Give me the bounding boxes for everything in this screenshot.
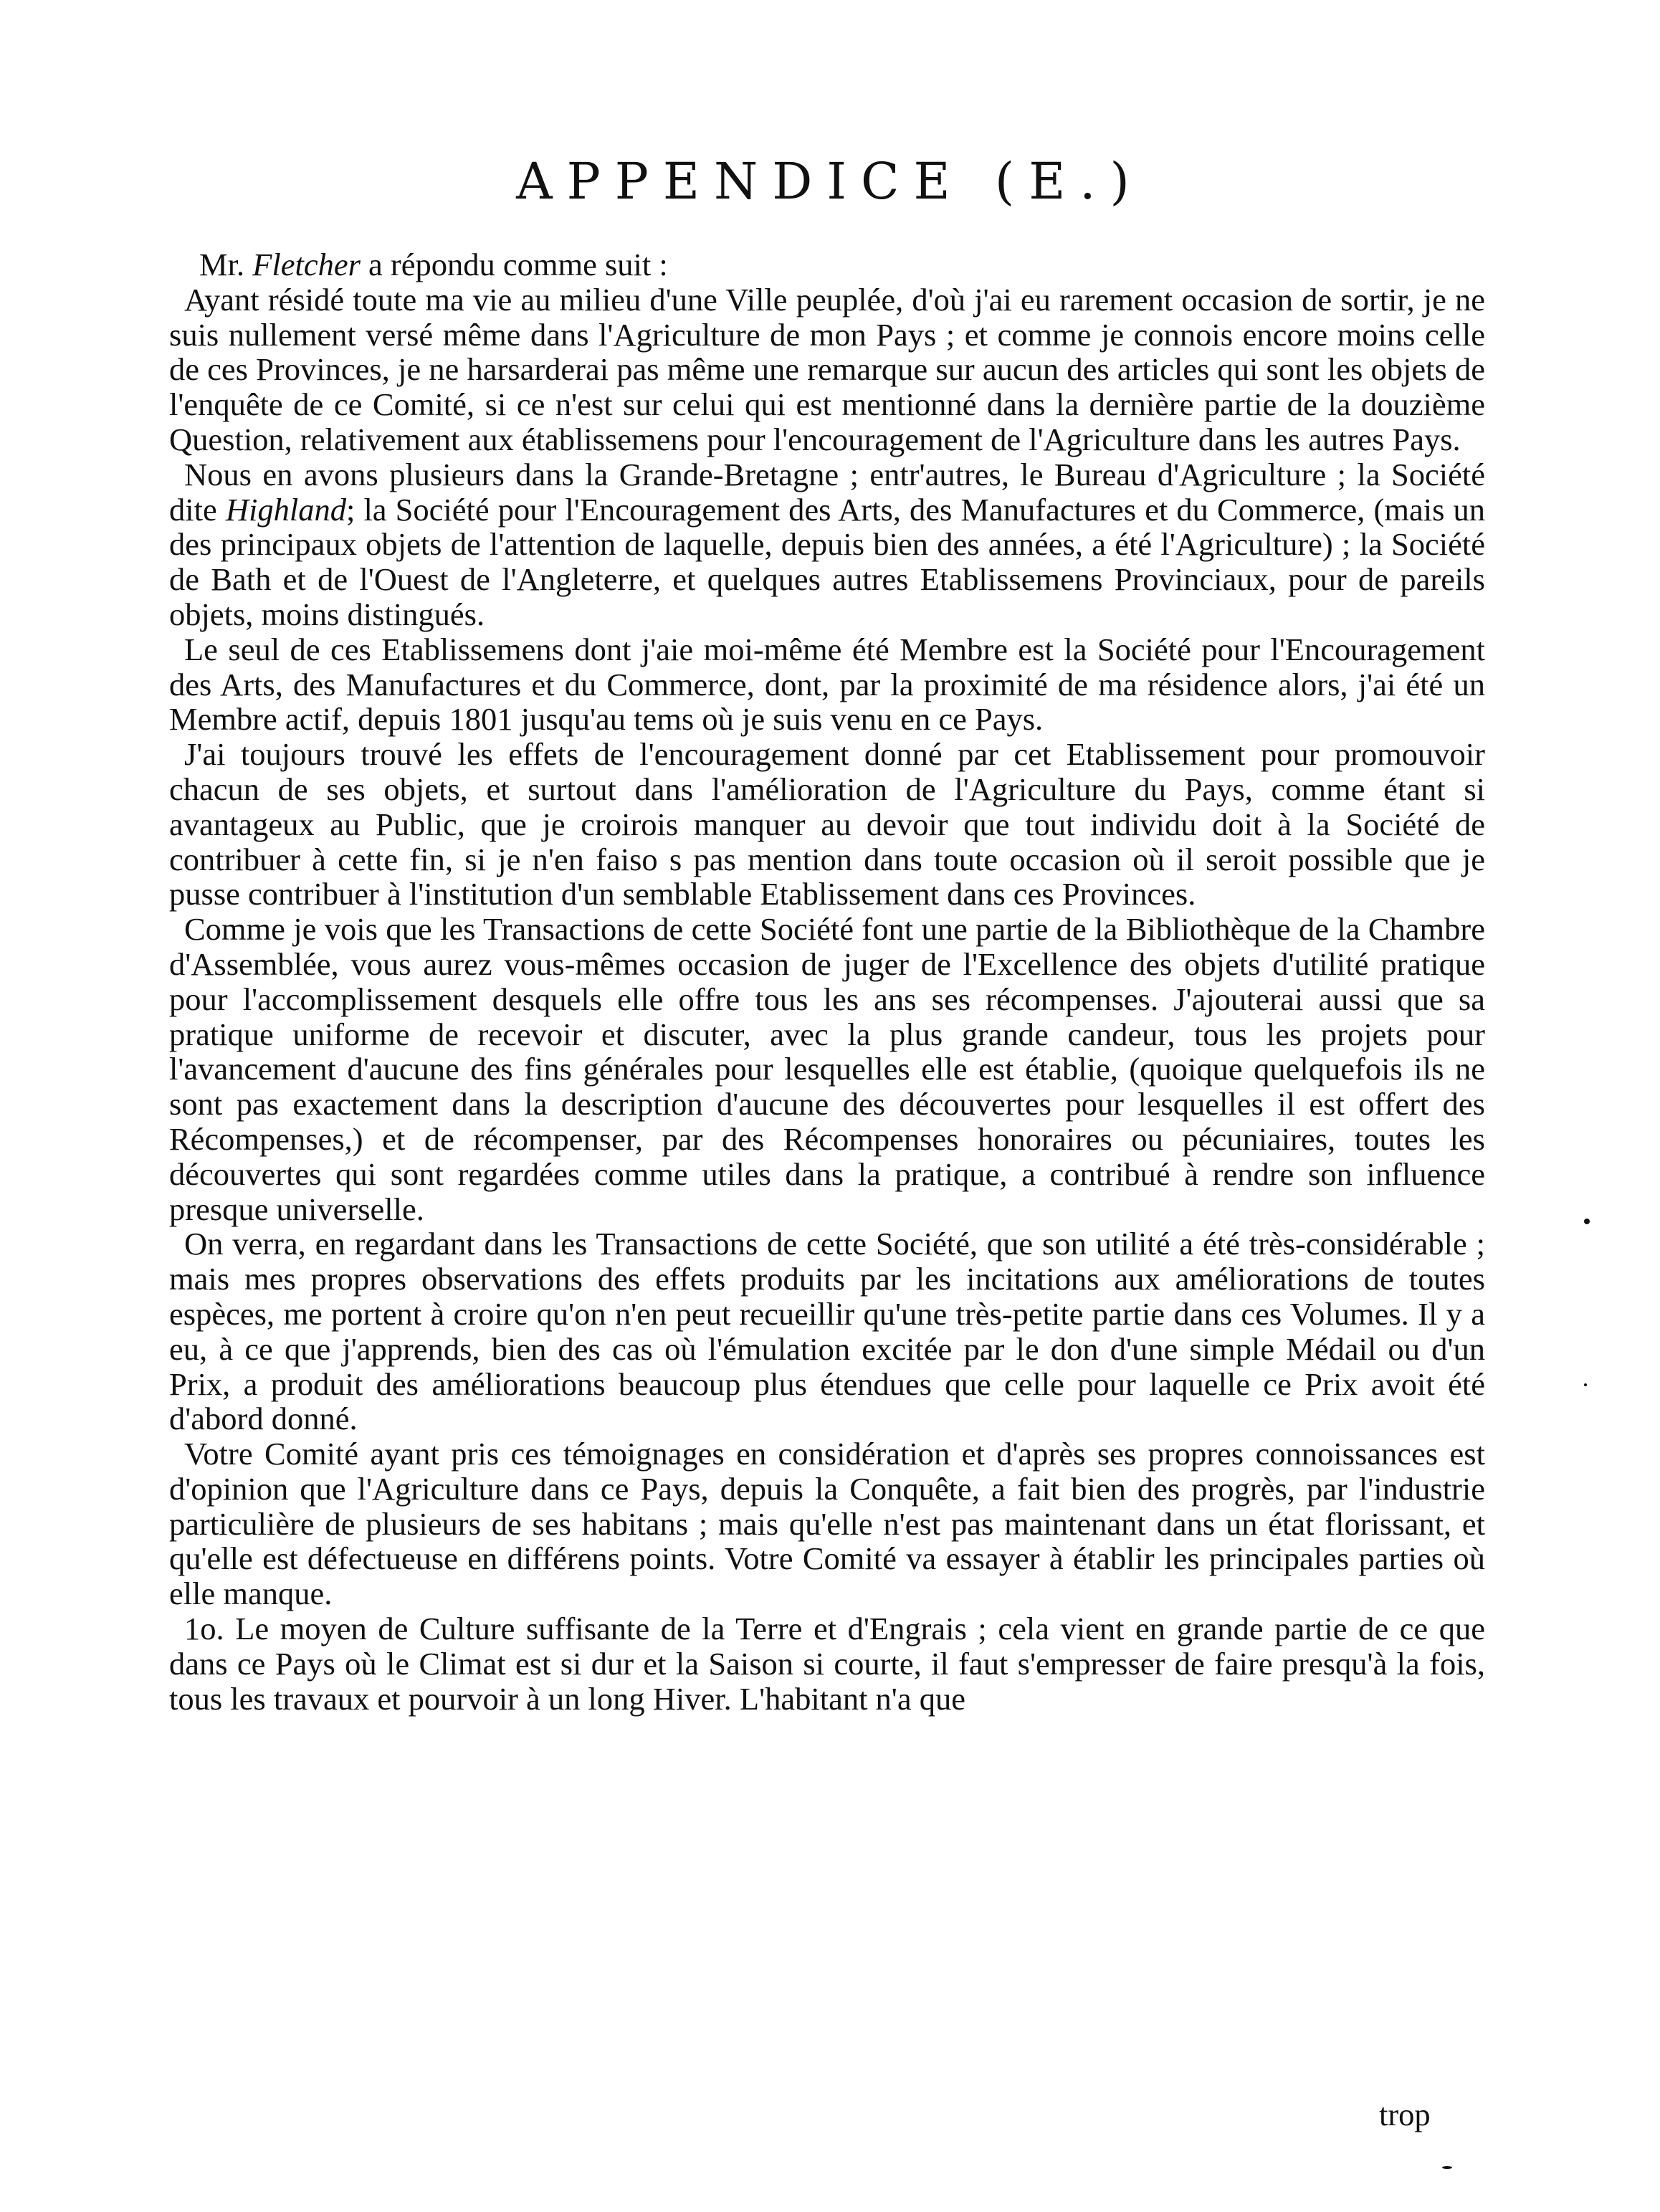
italic-term: Highland — [225, 491, 346, 528]
opening-rest: a répondu comme suit : — [360, 247, 668, 282]
opening-line — [169, 247, 1485, 282]
paragraph-7 — [169, 1436, 1485, 1611]
page-title: APPENDICE (E.) — [516, 152, 1144, 211]
author-name: Fletcher — [252, 247, 361, 282]
paragraph-3 — [169, 632, 1485, 737]
salutation: Mr. — [199, 247, 245, 282]
paragraph-text: Votre Comité ayant pris ces témoignages en considération et d'après ses propres connoissances est d'opinion que l'Agriculture dans ce Pays, depuis la Conquête, a fait bien des progrès, par l'industrie particulière de plusieurs de ses habitans ; mais qu'elle n'est pas maintenant dans un état florissant, et qu'elle est défectueuse en différens points. Votre Comité va essayer à établir les principales parties où elle manque. — [169, 1436, 1485, 1612]
paragraph-4 — [169, 737, 1485, 912]
paragraph-text: ; la Société pour l'Encouragement des Arts, des Manufactures et du Commerce, (mais un des principaux objets de l'attention de laquelle, depuis bien des années, a été l'Agriculture) ; la Société de Bath et de l'Ouest de l'Angleterre, et quelques autres Etablissemens Provinciaux, pour de pareils objets, moins distingués. — [169, 491, 1485, 632]
paragraph-2 — [169, 457, 1485, 632]
ink-speck — [1584, 1383, 1587, 1386]
paragraph-text: Le seul de ces Etablissemens dont j'aie moi-même été Membre est la Société pour l'Encouragement des Arts, des Manufactures et du Commerce, dont, par la proximité de ma résidence alors, j'ai été un Membre actif, depuis 1801 jusqu'au tems où je suis venu en ce Pays. — [169, 631, 1485, 738]
paragraph-6 — [169, 1226, 1485, 1436]
paragraph-8 — [169, 1611, 1485, 1716]
paragraph-text: 1o. Le moyen de Culture suffisante de la Terre et d'Engrais ; cela vient en grande partie de ce que dans ce Pays où le Climat est si dur et la Saison si courte, il faut s'empresser de faire presqu'à la fois, tous les travaux et pourvoir à un long Hiver. L'habitant n'a que — [169, 1611, 1485, 1717]
paragraph-text: On verra, en regardant dans les Transactions de cette Société, que son utilité a été très-considérable ; mais mes propres observations des effets produits par les incitations aux améliorations de toutes espèces, me portent à croire qu'on n'en peut recueillir qu'une très-petite partie dans ces Volumes. Il y a eu, à ce que j'apprends, bien des cas où l'émulation excitée par le don d'une simple Médail ou d'un Prix, a produit des améliorations beaucoup plus étendues que celle pour laquelle ce Prix avoit été d'abord donné. — [169, 1226, 1485, 1437]
ink-speck — [1584, 1219, 1590, 1224]
paragraph-text: J'ai toujours trouvé les effets de l'encouragement donné par cet Etablissement pour promouvoir chacun de ses objets, et surtout dans l'amélioration de l'Agriculture du Pays, comme étant si avantageux au Public, que je croirois manquer au devoir que tout individu doit à la Société de contribuer à cette fin, si je n'en faiso s pas mention dans toute occasion où il seroit possible que je pusse contribuer à l'institution d'un semblable Etablissement dans ces Provinces. — [169, 736, 1485, 912]
paragraph-1 — [169, 282, 1485, 457]
paragraph-text: Nous en avons plusieurs dans la Grande-Bretagne ; entr'autres, le Bureau d'Agriculture ; la Société dite — [169, 456, 1485, 528]
ink-speck — [1442, 2166, 1452, 2169]
paragraph-5 — [169, 912, 1485, 1226]
body-text — [169, 247, 1485, 1716]
paragraph-text: Comme je vois que les Transactions de cette Société font une partie de la Bibliothèque de la Chambre d'Assemblée, vous aurez vous-mêmes occasion de juger de l'Excellence des objets d'utilité pratique pour l'accomplissement desquels elle offre tous les ans ses récompenses. J'ajouterai aussi que sa pratique uniforme de recevoir et discuter, avec la plus grande candeur, tous les projets pour l'avancement d'aucune des fins générales pour lesquelles elle est établie, (quoique quelquefois ils ne sont pas exactement dans la description d'aucune des découvertes pour lesquelles il est offert des Récompenses,) et de récompenser, par des Récompenses honoraires ou pécuniaires, toutes les découvertes qui sont regardées comme utiles dans la pratique, a contribué à rendre son influence presque universelle. — [169, 911, 1485, 1227]
paragraph-text: Ayant résidé toute ma vie au milieu d'une Ville peuplée, d'où j'ai eu rarement occasion de sortir, je ne suis nullement versé même dans l'Agriculture de mon Pays ; et comme je connois encore moins celle de ces Provinces, je ne harsarderai pas même une remarque sur aucun des articles qui sont les objets de l'enquête de ce Comité, si ce n'est sur celui qui est mentionné dans la dernière partie de la douzième Question, relativement aux établissemens pour l'encouragement de l'Agriculture dans les autres Pays. — [169, 281, 1485, 457]
catchword: trop — [1379, 2097, 1431, 2132]
